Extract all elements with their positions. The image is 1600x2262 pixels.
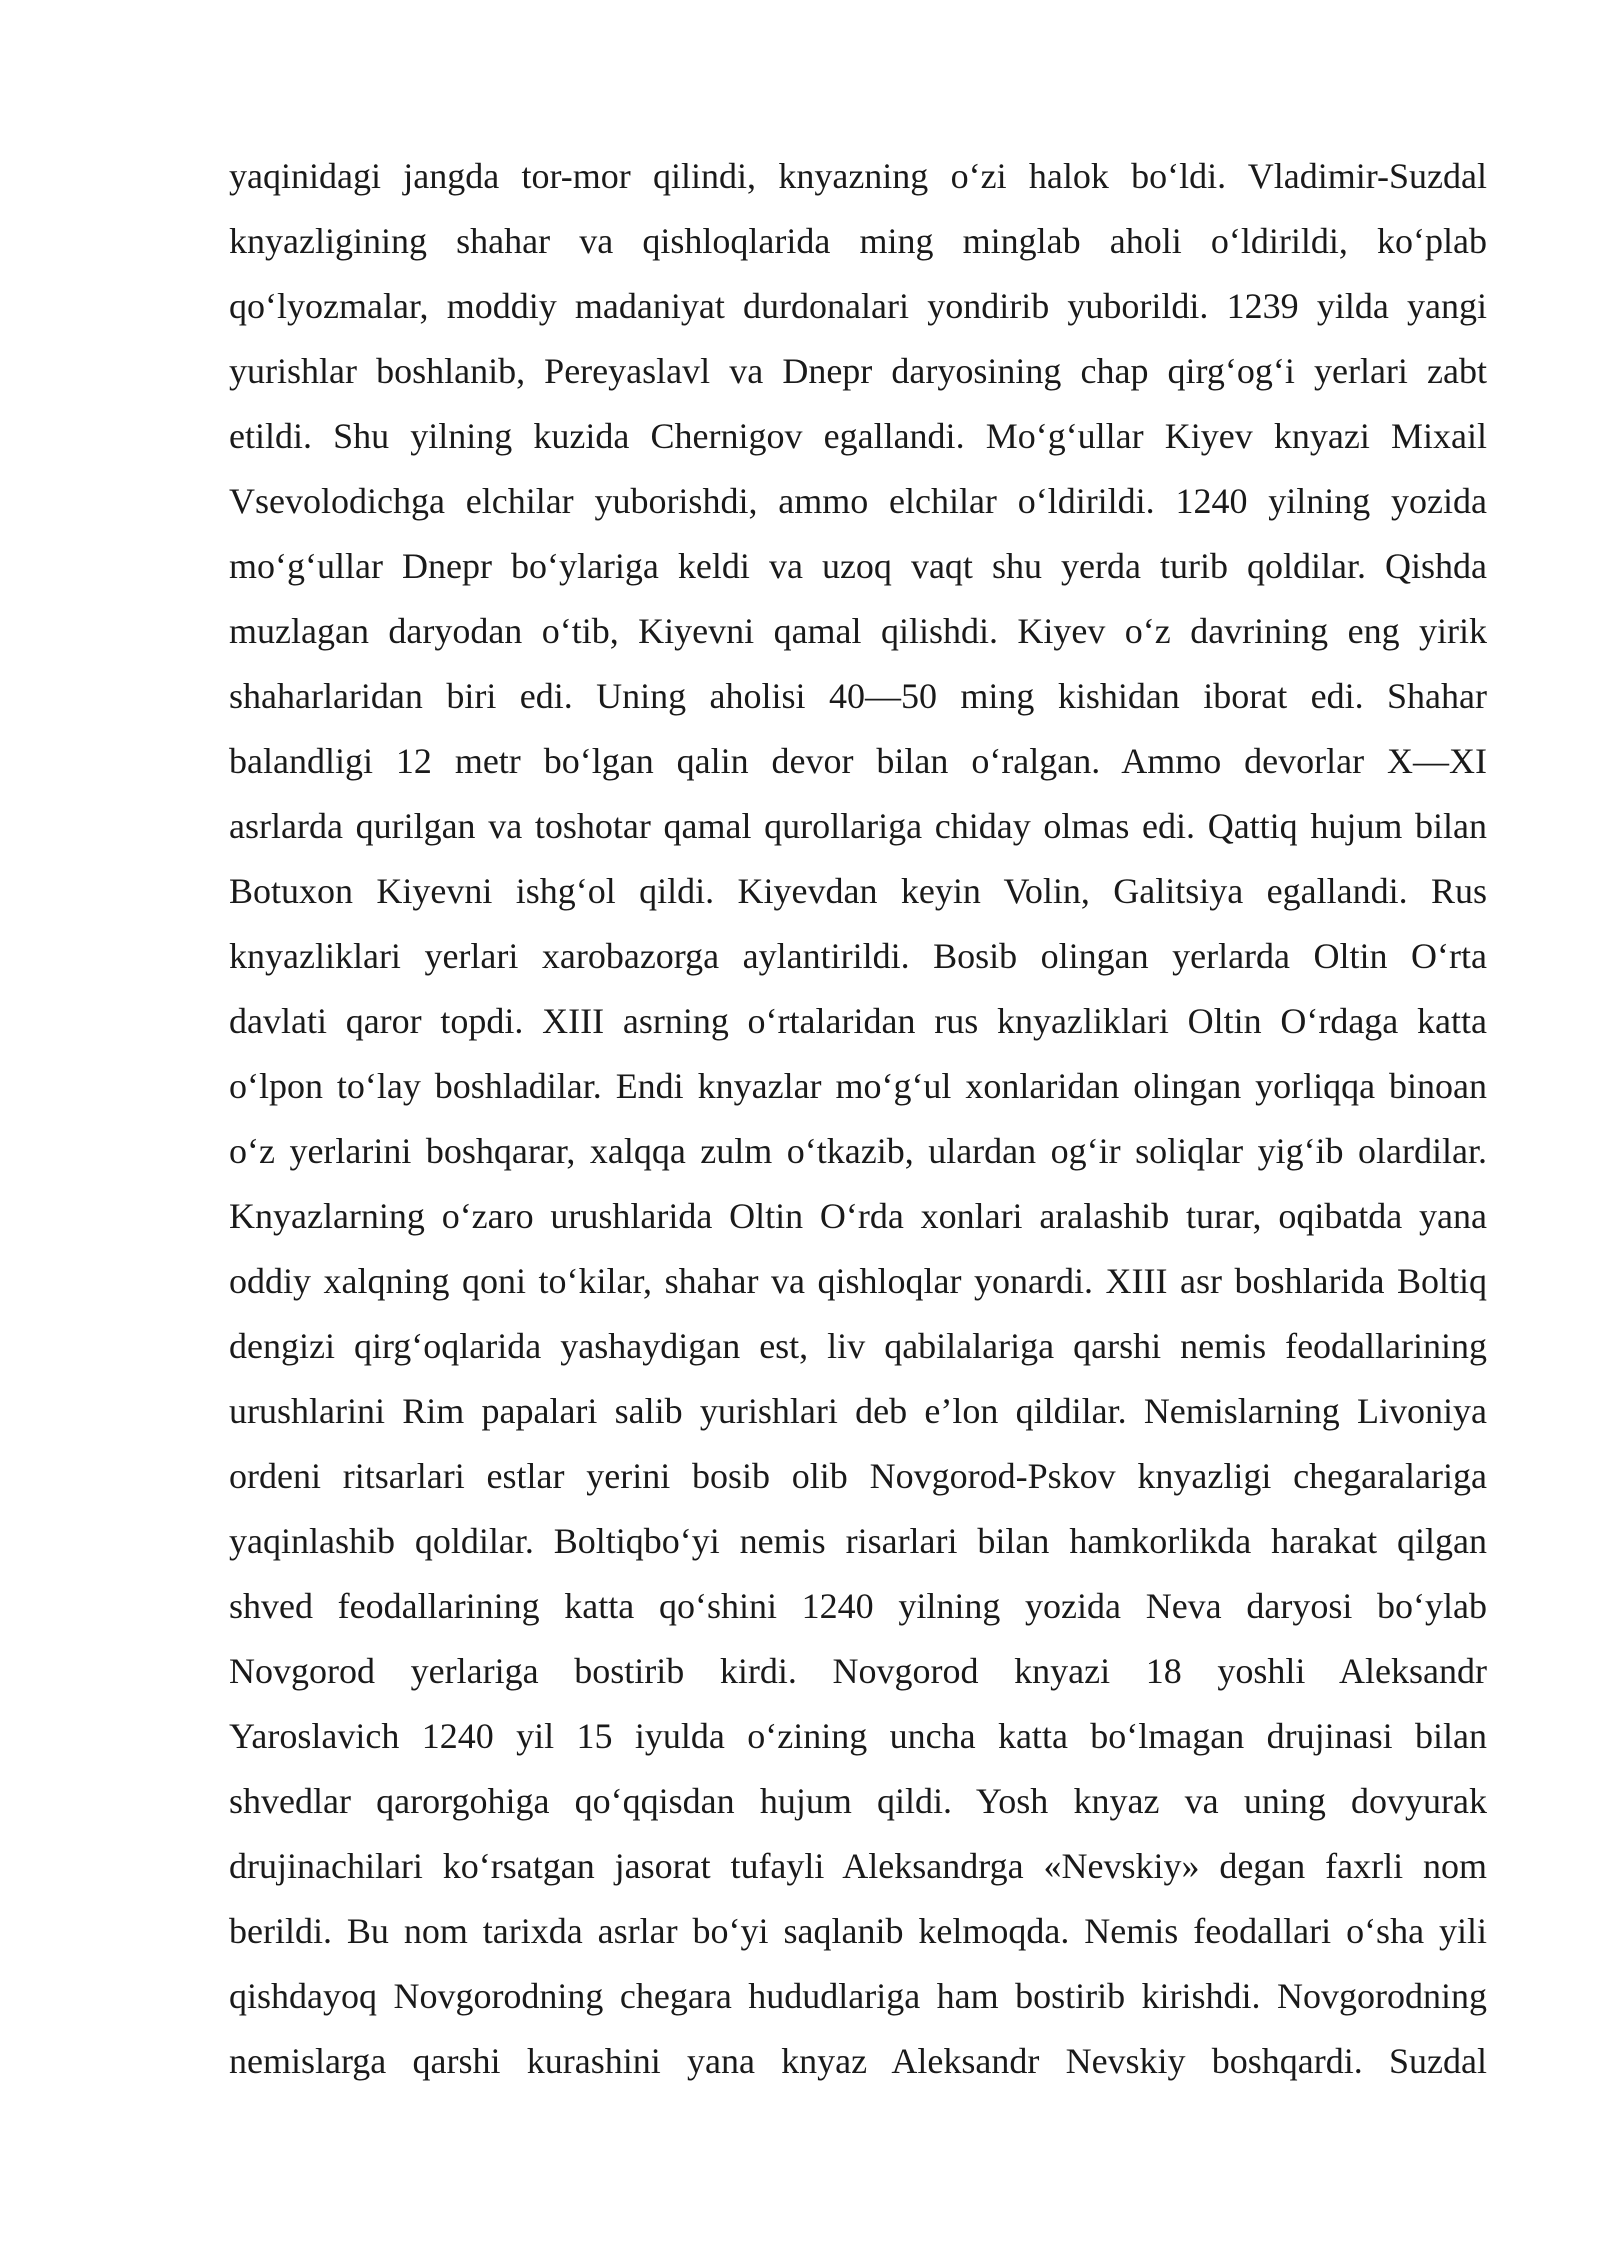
text-line: qo‘lyozmalar, moddiy madaniyat durdonalari yondirib yuborildi. 1239 yilda yangi [229, 286, 1487, 326]
text-line: yaqinidagi jangda tor-mor qilindi, knyazning o‘zi halok bo‘ldi. Vladimir-Suzdal [229, 156, 1487, 196]
text-line: ordeni ritsarlari estlar yerini bosib olib Novgorod-Pskov knyazligi chegaralariga [229, 1456, 1487, 1496]
text-line: drujinachilari ko‘rsatgan jasorat tufayli Aleksandrga «Nevskiy» degan faxrli nom [229, 1846, 1487, 1886]
text-line: dengizi qirg‘oqlarida yashaydigan est, liv qabilalariga qarshi nemis feodallarining [229, 1326, 1487, 1366]
text-line: Botuxon Kiyevni ishg‘ol qildi. Kiyevdan keyin Volin, Galitsiya egallandi. Rus [229, 871, 1487, 911]
text-line: knyazligining shahar va qishloqlarida ming minglab aholi o‘ldirildi, ko‘plab [229, 221, 1487, 261]
text-line: Knyazlarning o‘zaro urushlarida Oltin O‘rda xonlari aralashib turar, oqibatda yana [229, 1196, 1487, 1236]
text-line: asrlarda qurilgan va toshotar qamal qurollariga chiday olmas edi. Qattiq hujum bilan [229, 806, 1487, 846]
text-line: shved feodallarining katta qo‘shini 1240 yilning yozida Neva daryosi bo‘ylab [229, 1586, 1487, 1626]
text-line: davlati qaror topdi. XIII asrning o‘rtalaridan rus knyazliklari Oltin O‘rdaga katta [229, 1001, 1487, 1041]
text-line: yaqinlashib qoldilar. Boltiqbo‘yi nemis risarlari bilan hamkorlikda harakat qilgan [229, 1521, 1487, 1561]
text-line: muzlagan daryodan o‘tib, Kiyevni qamal qilishdi. Kiyev o‘z davrining eng yirik [229, 611, 1487, 651]
text-line: Yaroslavich 1240 yil 15 iyulda o‘zining uncha katta bo‘lmagan drujinasi bilan [229, 1716, 1487, 1756]
text-line: o‘z yerlarini boshqarar, xalqqa zulm o‘tkazib, ulardan og‘ir soliqlar yig‘ib olardilar. [229, 1131, 1487, 1171]
text-line: qishdayoq Novgorodning chegara hududlariga ham bostirib kirishdi. Novgorodning [229, 1976, 1487, 2016]
text-line: o‘lpon to‘lay boshladilar. Endi knyazlar mo‘g‘ul xonlaridan olingan yorliqqa binoan [229, 1066, 1487, 1106]
text-line: balandligi 12 metr bo‘lgan qalin devor bilan o‘ralgan. Ammo devorlar X—XI [229, 741, 1487, 781]
text-line: urushlarini Rim papalari salib yurishlari deb e’lon qildilar. Nemislarning Livoniya [229, 1391, 1487, 1431]
text-line: shvedlar qarorgohiga qo‘qqisdan hujum qildi. Yosh knyaz va uning dovyurak [229, 1781, 1487, 1821]
body-text [229, 144, 1487, 2094]
text-line: mo‘g‘ullar Dnepr bo‘ylariga keldi va uzoq vaqt shu yerda turib qoldilar. Qishda [229, 546, 1487, 586]
text-line: nemislarga qarshi kurashini yana knyaz Aleksandr Nevskiy boshqardi. Suzdal [229, 2041, 1487, 2081]
text-line: etildi. Shu yilning kuzida Chernigov egallandi. Mo‘g‘ullar Kiyev knyazi Mixail [229, 416, 1487, 456]
text-line: berildi. Bu nom tarixda asrlar bo‘yi saqlanib kelmoqda. Nemis feodallari o‘sha yili [229, 1911, 1487, 1951]
text-line: oddiy xalqning qoni to‘kilar, shahar va qishloqlar yonardi. XIII asr boshlarida Boltiq [229, 1261, 1487, 1301]
text-line: shaharlaridan biri edi. Uning aholisi 40—50 ming kishidan iborat edi. Shahar [229, 676, 1487, 716]
text-line: Novgorod yerlariga bostirib kirdi. Novgorod knyazi 18 yoshli Aleksandr [229, 1651, 1487, 1691]
text-line: yurishlar boshlanib, Pereyaslavl va Dnepr daryosining chap qirg‘og‘i yerlari zabt [229, 351, 1487, 391]
text-line: Vsevolodichga elchilar yuborishdi, ammo elchilar o‘ldirildi. 1240 yilning yozida [229, 481, 1487, 521]
text-line: knyazliklari yerlari xarobazorga aylantirildi. Bosib olingan yerlarda Oltin O‘rta [229, 936, 1487, 976]
